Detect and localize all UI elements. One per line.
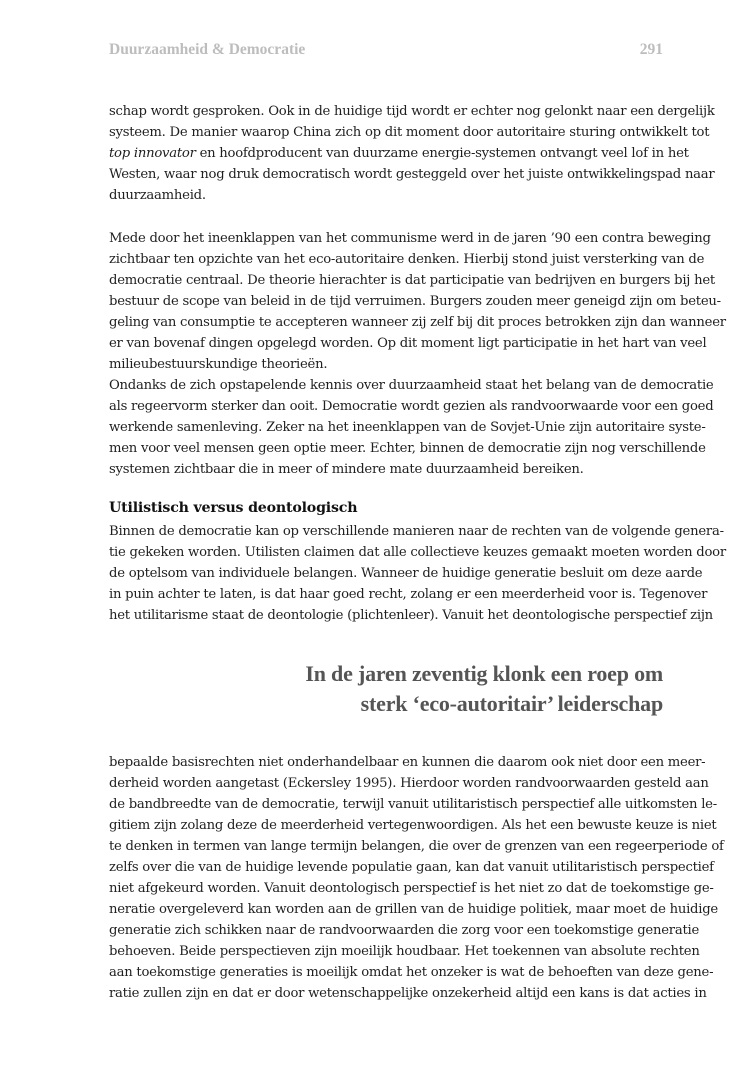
section-heading: Utilistisch versus deontologisch xyxy=(109,500,358,516)
paragraph-1 xyxy=(109,101,715,206)
text-line: werkende samenleving. Zeker na het ineenklappen van de Sovjet-Unie zijn autoritaire syste- xyxy=(109,420,706,435)
italic-phrase: top innovator xyxy=(109,146,196,161)
text-line: democratie centraal. De theorie hierachter is dat participatie van bedrijven en burgers bij het xyxy=(109,273,715,288)
paragraph-5 xyxy=(109,752,724,1004)
text-line-rest: en hoofdproducent van duurzame energie-systemen ontvangt veel lof in het xyxy=(195,146,689,161)
text-line: als regeervorm sterker dan ooit. Democratie wordt gezien als randvoorwaarde voor een goed xyxy=(109,399,714,414)
text-line: derheid worden aangetast (Eckersley 1995). Hierdoor worden randvoorwaarden gesteld aan xyxy=(109,776,709,791)
text-line-with-italic xyxy=(109,143,689,164)
text-line: zichtbaar ten opzichte van het eco-autoritaire denken. Hierbij stond juist versterking van de xyxy=(109,252,705,267)
pull-quote-line: sterk ‘eco-autoritair’ leiderschap xyxy=(360,691,663,716)
text-line: aan toekomstige generaties is moeilijk omdat het onzeker is wat de behoeften van deze gene- xyxy=(109,965,714,980)
text-line: het utilitarisme staat de deontologie (plichtenleer). Vanuit het deontologische perspectief zijn xyxy=(109,608,713,623)
text-line: schap wordt gesproken. Ook in de huidige tijd wordt er echter nog gelonkt naar een dergelijk xyxy=(109,104,715,119)
pull-quote-line: In de jaren zeventig klonk een roep om xyxy=(305,661,663,686)
text-line: er van bovenaf dingen opgelegd worden. Op dit moment ligt participatie in het hart van veel xyxy=(109,336,707,351)
text-line: gitiem zijn zolang deze de meerderheid vertegenwoordigen. Als het een bewuste keuze is niet xyxy=(109,818,717,833)
paragraph-3 xyxy=(109,375,714,480)
text-line: neratie overgeleverd kan worden aan de grillen van de huidige politiek, maar moet de huidige xyxy=(109,902,718,917)
text-line: te denken in termen van lange termijn belangen, die over de grenzen van een regeerperiode of xyxy=(109,839,724,854)
paragraph-2 xyxy=(109,228,726,375)
text-line: systeem. De manier waarop China zich op dit moment door autoritaire sturing ontwikkelt tot xyxy=(109,125,710,140)
running-header xyxy=(109,41,663,61)
text-line: tie gekeken worden. Utilisten claimen dat alle collectieve keuzes gemaakt moeten worden door xyxy=(109,545,726,560)
text-line: Mede door het ineenklappen van het communisme werd in de jaren ’90 een contra beweging xyxy=(109,231,711,246)
text-line: bepaalde basisrechten niet onderhandelbaar en kunnen die daarom ook niet door een meer- xyxy=(109,755,706,770)
text-line: systemen zichtbaar die in meer of mindere mate duurzaamheid bereiken. xyxy=(109,462,584,477)
text-line: duurzaamheid. xyxy=(109,188,206,203)
text-line: Binnen de democratie kan op verschillende manieren naar de rechten van de volgende genera- xyxy=(109,524,724,539)
text-line: de bandbreedte van de democratie, terwijl vanuit utilitaristisch perspectief alle uitkomsten le- xyxy=(109,797,717,812)
page-number: 291 xyxy=(639,41,663,58)
pull-quote xyxy=(183,659,663,719)
text-line: zelfs over die van de huidige levende populatie gaan, kan dat vanuit utilitaristisch perspectief xyxy=(109,860,714,875)
text-line: men voor veel mensen geen optie meer. Echter, binnen de democratie zijn nog verschillende xyxy=(109,441,706,456)
text-line: milieubestuurskundige theorieën. xyxy=(109,357,328,372)
paragraph-4 xyxy=(109,521,726,626)
running-header-title: Duurzaamheid & Democratie xyxy=(109,41,306,58)
text-line: in puin achter te laten, is dat haar goed recht, zolang er een meerderheid voor is. Tegenover xyxy=(109,587,708,602)
text-line: geling van consumptie te accepteren wanneer zij zelf bij dit proces betrokken zijn dan wanneer xyxy=(109,315,726,330)
text-line: bestuur de scope van beleid in de tijd verruimen. Burgers zouden meer geneigd zijn om beteu- xyxy=(109,294,721,309)
text-line: Westen, waar nog druk democratisch wordt gesteggeld over het juiste ontwikkelingspad naar xyxy=(109,167,715,182)
text-line: Ondanks de zich opstapelende kennis over duurzaamheid staat het belang van de democratie xyxy=(109,378,714,393)
text-line: de optelsom van individuele belangen. Wanneer de huidige generatie besluit om deze aarde xyxy=(109,566,703,581)
text-line: niet afgekeurd worden. Vanuit deontologisch perspectief is het niet zo dat de toekomstige ge- xyxy=(109,881,714,896)
text-line: generatie zich schikken naar de randvoorwaarden die zorg voor een toekomstige generatie xyxy=(109,923,700,938)
text-line: ratie zullen zijn en dat er door wetenschappelijke onzekerheid altijd een kans is dat acties in xyxy=(109,986,707,1001)
text-line: behoeven. Beide perspectieven zijn moeilijk houdbaar. Het toekennen van absolute rechten xyxy=(109,944,700,959)
